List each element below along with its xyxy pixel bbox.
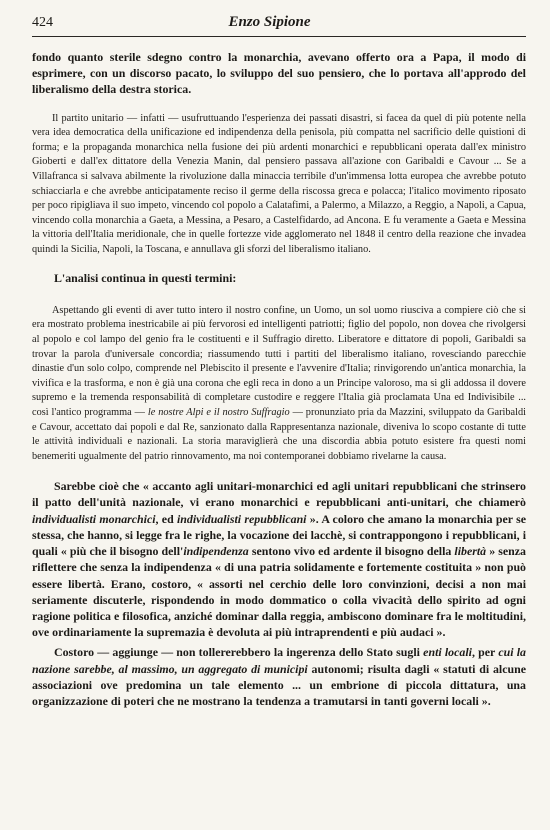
text-run: Costoro — aggiunge — non tollererebbero la ingerenza dello Stato sugli [54,645,424,660]
paragraph-partito-unitario: Il partito unitario — infatti — usufruttuando l'esperienza dei passati disastri, si facea da quel di più potente nella vera idea democratica della unificazione ed indipendenza della penisola, più compatta nel sacrificio delle quistioni di forma; e la propaganda monarchica nella fusione dei più ardenti monarchici e repubblicani operata dall'ex ministro Gioberti e dall'ex dittatore della Venezia Manin, dal pensiero passava all'azione con Garibaldi e Cavour ... Se a Villafranca si salvava abilmente la rivoluzione dalla minaccia terribile d'un'immensa lotta europea che avrebbe potuto schiacciarla e che avrebbe anticipatamente reciso il germe della riscossa greca e polacca; l'italico movimento riposato per poco ripigliava il suo impeto, vincendo col popolo a Calatafimi, a Palermo, a Milazzo, a Reggio, a Napoli, a Capua, vincendo colla monarchia a Gaeta, a Messina, a Pesaro, a Castelfidardo, ad Ancona. E fu veramente a Gaeta e Messina la vittoria dell'Italia meridionale, che in quelle fortezze vide agglomerato nel 1848 il centro della reazione che invadea quindi la Sicilia, Napoli, la Toscana, e annullava gli sforzi del liberalismo italiano. [32,112,526,255]
quote-italic-programma: le nostre Alpi e il nostro Suffragio [147,406,290,418]
page [32,14,526,709]
paragraph-analisi-intro: L'analisi continua in questi termini: [54,270,237,285]
italic-individualisti-monarchici: individualisti monarchici [32,511,156,526]
quote-text-1: Aspettando gli eventi di aver tutto intero il nostro confine, un Uomo, un sol uomo riusciva a compiere ciò che si era mostrato problema inestricabile ai più fervorosi ed intelligenti patriotti; figlio del popolo, non dovea che rivolgersi al popolo e col lampo del genio fra le costituenti e il Suffragio diretto. Liberatore e dittatore di popoli, Garibaldi sa trovar la parola d'universale concordia; riassumendo tutti i partiti del liberalismo italiano, rovesciando parecchie dinastie d'un solo colpo, comprende nel Plebiscito il presente e l'avvenire d'Italia; rinvigorendo un'antica monarchia, la vivifica e la trasforma, e non è già una corona che egli reca in dono a un Principe valoroso, ma si gli addossa il dovere supremo e la tremenda responsabilità di completare custodire e reggere l'Italia già proclamata Una ed Indivisibile ... così l'antico programma — [32,304,526,418]
page-number: 424 [32,15,53,30]
text-run: autonomi; risulta dagli « statuti di alcune associazioni ove predomina un tale elemento ... un embrione di piccola dittatura, una organizzazione di poteri che ne mostrano la tendenza a tramutarsi in tanti governi locali ». [32,661,527,708]
italic-individualisti-repubblicani: individualisti repubblicani [177,511,307,526]
italic-enti-locali: enti locali [423,645,472,660]
running-title: Enzo Sipione [228,14,311,30]
text-run: ». A coloro che amano la monarchia per se stessa, che hanno, si legge fra le righe, la vocazione dei lacchè, si contrappongono i repubblicani, i quali « più che il bisogno dell' [32,511,526,559]
paragraph-continuation: fondo quanto sterile sdegno contro la monarchia, avevano offerto ora a Papa, il modo di esprimere, con un discorso pacato, lo sviluppo del suo pensiero, che lo portava all'approdo del liberalismo della destra storica. [32,50,526,97]
running-head [32,14,526,37]
italic-liberta: libertà [454,544,487,559]
paragraph-sarebbe [32,478,526,640]
paragraph-costoro [32,644,526,709]
block-quote [32,304,526,465]
italic-indipendenza: indipendenza [183,544,249,559]
text-run: sentono vivo ed ardente il bisogno della [248,544,455,559]
text-run: , ed [155,511,177,526]
text-run: , per [471,645,499,660]
italic-aggregato-municipi: cui la nazione sarebbe, al massimo, un aggregato di municipi [32,645,526,676]
text-run: » senza riflettere che senza la indipendenza « di una patria solidamente e fortemente costituita » non può essere libertà. Erano, costoro, « assorti nel cerchio delle loro convinzioni, decisi a non mai seriamente discuterle, rispondendo in modo dommatico o colla vivacità dello spirito ad ogni ragione politica e filosofica, anziché dominar dalla reggia, ambiscono dominare fra le moltitudini, ove ordinariamente la supremazia è devoluta ai più intraprendenti e più audaci ». [32,544,526,640]
quote-text-2: — pronunziato pria da Mazzini, sviluppato da Garibaldi e Cavour, accettato dai popoli e dal Re, sanzionato dalla Rappresentanza nazionale, diveniva lo scopo costante di tutte le attività individuali e nazionali. La storia maraviglierà che una discordia abbia potuto esistere fra questi nomi benemeriti ugualmente del patrio rinnovamento, ma noi contemporanei dobbiamo rivelarne la causa. [32,406,526,462]
quote-paragraph [32,304,526,465]
text-run: Sarebbe cioè che « accanto agli unitari-monarchici ed agli unitari repubblicani che strinsero il patto dell'unità nazionale, vi erano monarchici e repubblicani anti-unitari, che chiamerò [32,479,526,510]
